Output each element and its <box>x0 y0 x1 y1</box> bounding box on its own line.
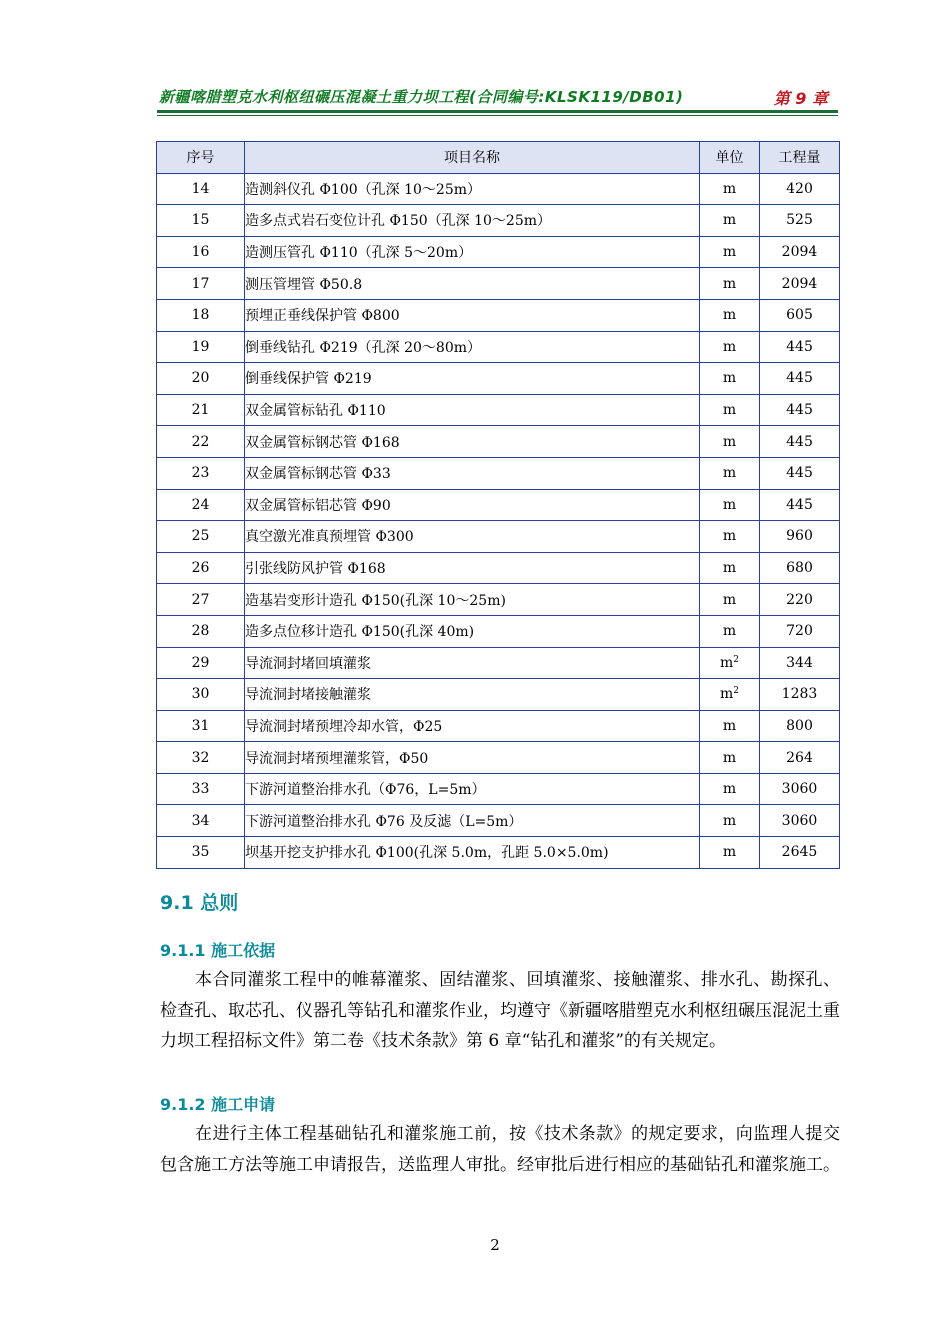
row-number <box>157 299 245 331</box>
row-number <box>157 837 245 869</box>
row-quantity <box>760 521 840 553</box>
table-row <box>157 584 840 616</box>
row-number <box>157 521 245 553</box>
row-number <box>157 268 245 300</box>
table-row <box>157 489 840 521</box>
row-number-text: 30 <box>191 686 210 703</box>
row-quantity <box>760 710 840 742</box>
table-row <box>157 742 840 774</box>
col-header-qty: 工程量 <box>760 142 840 174</box>
row-item-name-text: 倒垂线钻孔 Φ219（孔深 20～80m） <box>245 339 482 356</box>
row-unit <box>700 363 760 395</box>
subsection-heading-basis: 9.1.1 施工依据 <box>160 941 276 960</box>
row-item-name-text: 预埋正垂线保护管 Φ800 <box>245 308 400 325</box>
row-item-name <box>245 679 700 711</box>
header-title: 新疆喀腊塑克水利枢纽碾压混凝土重力坝工程(合同编号:KLSK119/DB01) <box>159 88 684 106</box>
paragraph-application: 在进行主体工程基础钻孔和灌浆施工前，按《技术条款》的规定要求，向监理人提交包含施工方法等施工申请报告，送监理人审批。经审批后进行相应的基础钻孔和灌浆施工。 <box>160 1124 840 1175</box>
row-number-text: 16 <box>191 244 210 261</box>
row-number <box>157 552 245 584</box>
row-quantity-text: 720 <box>786 623 813 640</box>
table-row <box>157 173 840 205</box>
row-unit <box>700 615 760 647</box>
row-number <box>157 331 245 363</box>
row-unit-text: m <box>722 244 737 261</box>
table-row <box>157 710 840 742</box>
row-item-name <box>245 426 700 458</box>
row-number-text: 24 <box>191 496 210 513</box>
row-number <box>157 236 245 268</box>
row-number-text: 35 <box>191 844 210 861</box>
row-quantity-text: 605 <box>786 307 813 324</box>
row-unit <box>700 805 760 837</box>
subsection-heading-application: 9.1.2 施工申请 <box>160 1095 276 1114</box>
row-item-name <box>245 742 700 774</box>
row-item-name-text: 导流洞封堵预埋冷却水管，Φ25 <box>245 718 443 735</box>
row-quantity <box>760 584 840 616</box>
row-number <box>157 710 245 742</box>
row-unit-text: m <box>722 717 737 734</box>
row-unit-text: m <box>722 528 737 545</box>
col-header-name: 项目名称 <box>245 142 700 174</box>
row-unit <box>700 773 760 805</box>
row-number <box>157 457 245 489</box>
row-unit-text: m <box>722 749 737 766</box>
header-chapter: 第 9 章 <box>773 89 828 108</box>
row-number-text: 20 <box>191 370 210 387</box>
page-number: 2 <box>490 1236 500 1254</box>
row-item-name <box>245 584 700 616</box>
row-item-name-text: 导流洞封堵回填灌浆 <box>245 655 371 672</box>
table-row <box>157 236 840 268</box>
row-quantity <box>760 363 840 395</box>
row-quantity-text: 445 <box>786 433 813 450</box>
row-unit-text: m <box>722 844 737 861</box>
row-quantity-text: 445 <box>786 496 813 513</box>
row-number <box>157 805 245 837</box>
row-quantity <box>760 236 840 268</box>
row-quantity <box>760 837 840 869</box>
row-item-name <box>245 552 700 584</box>
row-quantity <box>760 394 840 426</box>
table-row <box>157 679 840 711</box>
row-unit-text: m <box>722 275 737 292</box>
row-quantity-text: 445 <box>786 338 813 355</box>
row-unit-text: m <box>722 465 737 482</box>
row-unit <box>700 394 760 426</box>
row-unit-text: m <box>719 686 734 703</box>
row-quantity <box>760 173 840 205</box>
table-body <box>157 173 840 868</box>
row-number <box>157 773 245 805</box>
row-unit <box>700 552 760 584</box>
row-unit <box>700 331 760 363</box>
row-number-text: 23 <box>191 465 210 482</box>
row-quantity <box>760 426 840 458</box>
unit-superscript: 2 <box>733 686 739 697</box>
row-item-name <box>245 268 700 300</box>
row-quantity <box>760 331 840 363</box>
row-item-name-text: 坝基开挖支护排水孔 Φ100(孔深 5.0m，孔距 5.0×5.0m) <box>245 845 609 862</box>
row-item-name <box>245 331 700 363</box>
row-item-name-text: 双金属管标铝芯管 Φ90 <box>245 497 391 514</box>
table-row <box>157 331 840 363</box>
row-unit <box>700 521 760 553</box>
row-item-name <box>245 521 700 553</box>
row-number <box>157 363 245 395</box>
row-number-text: 17 <box>191 275 210 292</box>
row-quantity-text: 2094 <box>781 244 818 261</box>
row-quantity-text: 264 <box>786 749 813 766</box>
table-row <box>157 299 840 331</box>
row-number-text: 14 <box>191 180 210 197</box>
row-number <box>157 489 245 521</box>
page-header <box>157 86 838 114</box>
row-item-name-text: 测压管埋管 Φ50.8 <box>245 276 363 293</box>
row-number <box>157 584 245 616</box>
paragraph-basis: 本合同灌浆工程中的帷幕灌浆、固结灌浆、回填灌浆、接触灌浆、排水孔、勘探孔、检查孔、取芯孔、仪器孔等钻孔和灌浆作业，均遵守《新疆喀腊塑克水利枢纽碾压混泥土重力坝工程招标文件》第二卷《技术条款》第 6 章“钻孔和灌浆”的有关规定。 <box>160 970 840 1051</box>
row-unit <box>700 710 760 742</box>
row-quantity <box>760 489 840 521</box>
unit-superscript: 2 <box>733 654 739 665</box>
row-item-name-text: 倒垂线保护管 Φ219 <box>245 371 372 388</box>
row-item-name <box>245 394 700 426</box>
row-unit <box>700 742 760 774</box>
row-unit-text: m <box>722 623 737 640</box>
table-row <box>157 394 840 426</box>
row-quantity <box>760 615 840 647</box>
row-item-name <box>245 615 700 647</box>
row-number-text: 31 <box>191 717 210 734</box>
row-number <box>157 742 245 774</box>
row-number-text: 32 <box>191 749 210 766</box>
row-number-text: 21 <box>191 402 210 419</box>
row-number-text: 29 <box>191 654 210 671</box>
row-item-name <box>245 363 700 395</box>
row-item-name <box>245 236 700 268</box>
row-unit <box>700 205 760 237</box>
row-item-name <box>245 710 700 742</box>
row-quantity-text: 680 <box>786 560 813 577</box>
row-number-text: 15 <box>191 212 210 229</box>
row-unit <box>700 426 760 458</box>
table-row <box>157 552 840 584</box>
row-item-name <box>245 837 700 869</box>
row-item-name <box>245 205 700 237</box>
row-quantity-text: 800 <box>786 717 813 734</box>
row-number-text: 28 <box>191 623 210 640</box>
row-unit <box>700 647 760 679</box>
row-quantity <box>760 299 840 331</box>
row-quantity <box>760 679 840 711</box>
row-quantity <box>760 647 840 679</box>
row-quantity <box>760 773 840 805</box>
row-unit <box>700 268 760 300</box>
row-unit-text: m <box>722 812 737 829</box>
row-unit <box>700 584 760 616</box>
row-unit <box>700 299 760 331</box>
row-number-text: 19 <box>191 338 210 355</box>
row-number-text: 27 <box>191 591 210 608</box>
row-item-name <box>245 457 700 489</box>
table-row <box>157 521 840 553</box>
row-number <box>157 679 245 711</box>
row-number-text: 22 <box>191 433 210 450</box>
row-unit <box>700 679 760 711</box>
row-quantity-text: 960 <box>786 528 813 545</box>
table-row <box>157 205 840 237</box>
row-unit-text: m <box>722 560 737 577</box>
row-number <box>157 426 245 458</box>
row-item-name <box>245 299 700 331</box>
row-quantity-text: 344 <box>786 654 813 671</box>
table-row <box>157 268 840 300</box>
row-unit-text: m <box>719 654 734 671</box>
row-quantity <box>760 205 840 237</box>
row-number <box>157 615 245 647</box>
row-unit-text: m <box>722 180 737 197</box>
row-item-name-text: 双金属管标钢芯管 Φ168 <box>245 434 400 451</box>
row-unit <box>700 457 760 489</box>
row-quantity-text: 2645 <box>781 844 818 861</box>
row-quantity <box>760 805 840 837</box>
row-unit-text: m <box>722 433 737 450</box>
row-number-text: 26 <box>191 560 210 577</box>
row-quantity <box>760 742 840 774</box>
row-item-name-text: 造多点式岩石变位计孔 Φ150（孔深 10～25m） <box>245 213 552 230</box>
row-item-name <box>245 805 700 837</box>
table-row <box>157 773 840 805</box>
row-unit-text: m <box>722 212 737 229</box>
row-item-name <box>245 489 700 521</box>
table-row <box>157 647 840 679</box>
row-number-text: 25 <box>191 528 210 545</box>
row-unit-text: m <box>722 496 737 513</box>
row-unit <box>700 173 760 205</box>
row-item-name <box>245 773 700 805</box>
row-item-name-text: 造测斜仪孔 Φ100（孔深 10～25m） <box>245 181 482 198</box>
row-quantity <box>760 457 840 489</box>
row-quantity-text: 445 <box>786 465 813 482</box>
row-quantity <box>760 552 840 584</box>
row-unit-text: m <box>722 591 737 608</box>
row-number <box>157 173 245 205</box>
row-item-name-text: 导流洞封堵预埋灌浆管，Φ50 <box>245 750 429 767</box>
row-quantity-text: 3060 <box>781 812 818 829</box>
table-row <box>157 837 840 869</box>
col-header-no: 序号 <box>157 142 245 174</box>
row-unit-text: m <box>722 402 737 419</box>
row-number-text: 18 <box>191 307 210 324</box>
row-unit-text: m <box>722 307 737 324</box>
header-rule-thin <box>157 115 838 116</box>
row-number <box>157 394 245 426</box>
quantity-table <box>156 141 840 869</box>
row-unit <box>700 489 760 521</box>
row-item-name-text: 导流洞封堵接触灌浆 <box>245 687 371 704</box>
row-unit-text: m <box>722 781 737 798</box>
table-row <box>157 426 840 458</box>
row-quantity-text: 420 <box>786 180 813 197</box>
row-unit <box>700 837 760 869</box>
row-quantity-text: 1283 <box>781 686 818 703</box>
row-unit <box>700 236 760 268</box>
col-header-unit: 单位 <box>700 142 760 174</box>
row-item-name-text: 双金属管标钻孔 Φ110 <box>245 403 386 420</box>
row-item-name-text: 真空激光准真预埋管 Φ300 <box>245 529 414 546</box>
row-item-name-text: 造多点位移计造孔 Φ150(孔深 40m) <box>245 624 475 641</box>
header-rule-thick <box>157 110 838 113</box>
row-quantity-text: 445 <box>786 402 813 419</box>
row-item-name-text: 下游河道整治排水孔 Φ76 及反滤（L=5m） <box>245 813 523 830</box>
table-row <box>157 457 840 489</box>
row-quantity-text: 220 <box>786 591 813 608</box>
row-quantity-text: 445 <box>786 370 813 387</box>
row-quantity-text: 525 <box>786 212 813 229</box>
row-unit-text: m <box>722 338 737 355</box>
row-item-name-text: 引张线防风护管 Φ168 <box>245 561 386 578</box>
row-quantity <box>760 268 840 300</box>
row-item-name-text: 造基岩变形计造孔 Φ150(孔深 10～25m) <box>245 592 506 609</box>
row-number <box>157 647 245 679</box>
row-unit-text: m <box>722 370 737 387</box>
row-item-name-text: 双金属管标钢芯管 Φ33 <box>245 466 391 483</box>
row-number-text: 34 <box>191 812 210 829</box>
row-number <box>157 205 245 237</box>
row-item-name-text: 下游河道整治排水孔（Φ76，L=5m） <box>245 782 486 799</box>
table-header-row <box>157 142 840 174</box>
table-row <box>157 363 840 395</box>
row-quantity-text: 2094 <box>781 275 818 292</box>
row-item-name <box>245 647 700 679</box>
table-row <box>157 615 840 647</box>
table-row <box>157 805 840 837</box>
row-number-text: 33 <box>191 781 210 798</box>
row-item-name <box>245 173 700 205</box>
row-quantity-text: 3060 <box>781 781 818 798</box>
row-item-name-text: 造测压管孔 Φ110（孔深 5～20m） <box>245 245 473 262</box>
section-heading: 9.1 总则 <box>160 892 239 914</box>
